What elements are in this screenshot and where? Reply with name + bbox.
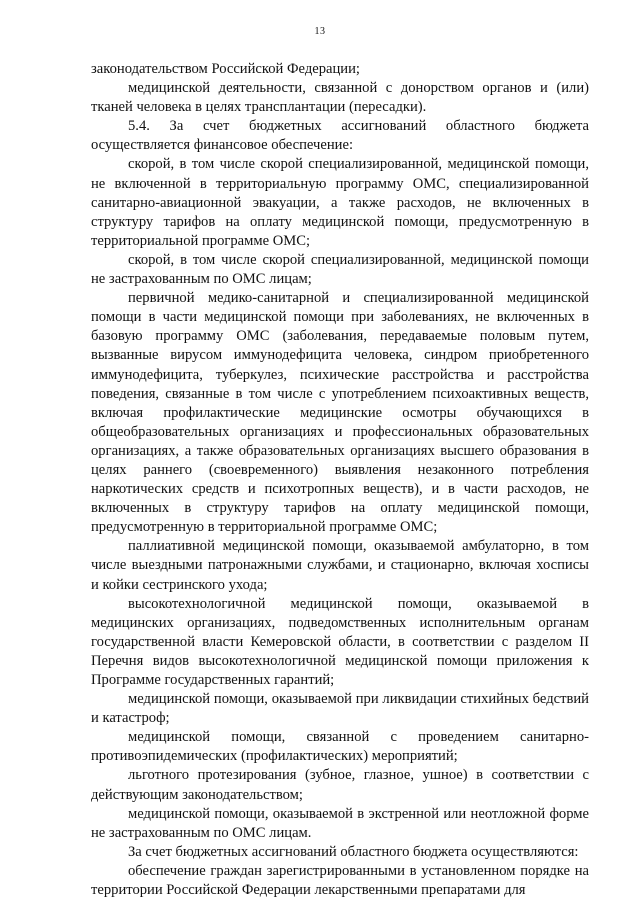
paragraph-10: медицинской помощи, связанной с проведением санитарно-противоэпидемических (профилактических) мероприятий; [91,729,589,765]
paragraph-12: медицинской помощи, оказываемой в экстренной или неотложной форме не застрахованным по ОМС лицам. [91,805,589,841]
paragraph-8: высокотехнологичной медицинской помощи, оказываемой в медицинских организациях, подведомственных исполнительным органам государственной власти Кемеровской области, в соответствии с разделом II Перечня видов высокотехнологичной медицинской помощи приложения к Программе государственных гарантий; [91,595,589,688]
paragraph-13: За счет бюджетных ассигнований областного бюджета осуществляются: [128,843,579,860]
paragraph-2: медицинской деятельности, связанной с донорством органов и (или) тканей человека в целях трансплантации (пересадки). [91,80,589,116]
paragraph-5: скорой, в том числе скорой специализированной, медицинской помощи не застрахованным по ОМС лицам; [91,251,589,288]
paragraph-6: первичной медико-санитарной и специализированной медицинской помощи в части медицинской помощи при заболеваниях, не включенных в базовую программу ОМС (заболевания, передаваемые половым путем, вызванные вирусом иммунодефицита человека, синдром приобретенного иммунодефицита, туберкулез, психические расстройства и расстройства поведения, связанные в том числе с употреблением психоактивных веществ, включая профилактические медицинские осмотры обучающихся в общеобразовательных организациях и профессиональных образовательных организациях, а также образовательных организациях высшего образования в целях раннего (своевременного) выявления незаконного потребления наркотических средств и психотропных веществ), и в части расходов, не включенных в структуру тарифов на оплату медицинской помощи, предусмотренную в территориальной программе ОМС; [91,290,589,536]
paragraph-11: льготного протезирования (зубное, глазное, ушное) в соответствии с действующим законодательством; [91,767,589,803]
paragraph-1: законодательством Российской Федерации; [91,61,360,77]
document-body [91,60,589,900]
paragraph-3: 5.4. За счет бюджетных ассигнований областного бюджета осуществляется финансовое обеспечение: [91,118,589,154]
paragraph-14: обеспечение граждан зарегистрированными в установленном порядке на территории Российской Федерации лекарственными препаратами для [91,862,589,899]
paragraph-7: паллиативной медицинской помощи, оказываемой амбулаторно, в том числе выездными патронажными службами, и стационарно, включая хосписы и койки сестринского ухода; [91,538,589,593]
paragraph-9: медицинской помощи, оказываемой при ликвидации стихийных бедствий и катастроф; [91,691,589,727]
page-number: 13 [314,26,326,37]
paragraph-4: скорой, в том числе скорой специализированной, медицинской помощи, не включенной в территориальную программу ОМС, специализированной санитарно-авиационной эвакуации, а также расходов, не включенных в структуру тарифов на оплату медицинской помощи, предусмотренную в территориальной программе ОМС; [91,156,589,249]
